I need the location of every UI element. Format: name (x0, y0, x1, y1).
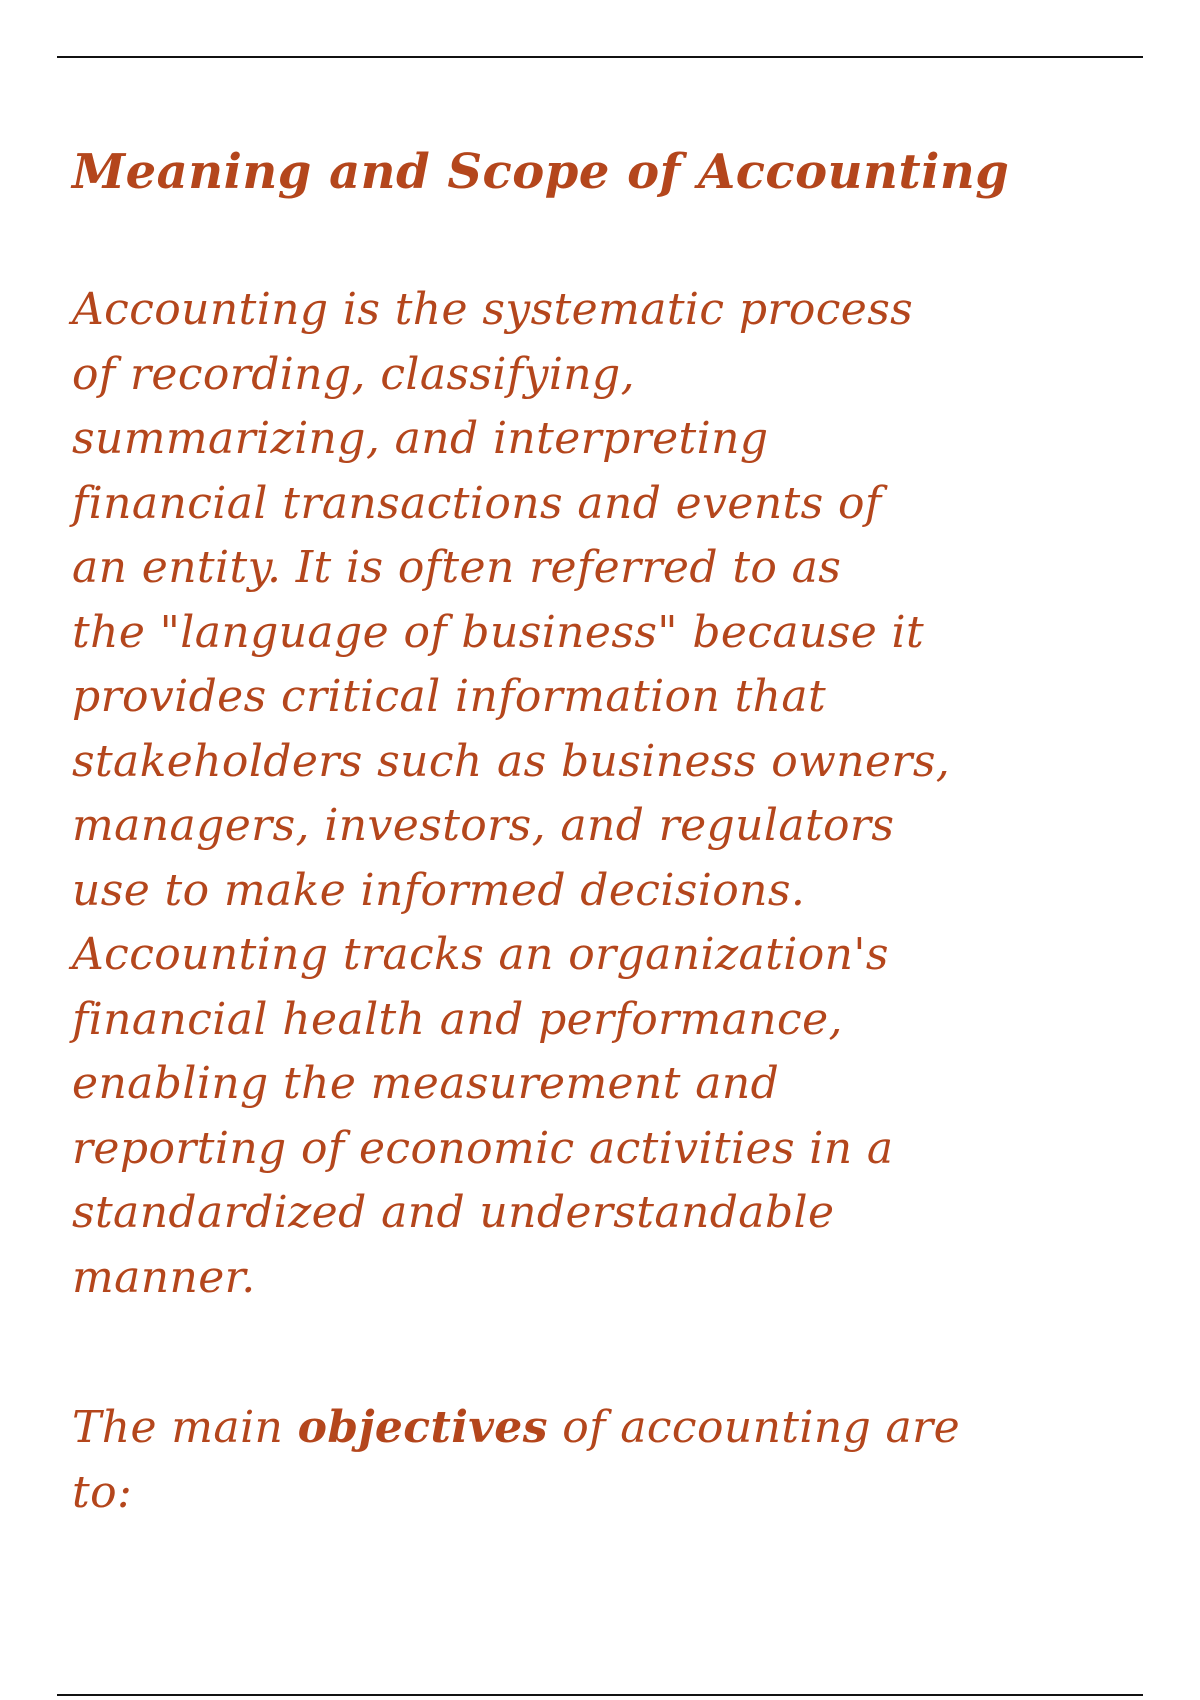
bottom-rule (57, 1694, 1143, 1696)
paragraph-line: financial transactions and events of (72, 477, 882, 529)
paragraph-line: manner. (72, 1251, 256, 1303)
objectives-emphasis: objectives (297, 1402, 548, 1453)
paragraph-line: financial health and performance, (72, 993, 843, 1045)
paragraph-line: standardized and understandable (72, 1187, 835, 1238)
body-paragraph (72, 278, 950, 1310)
paragraph-line: reporting of economic activities in a (72, 1122, 894, 1174)
objectives-intro (72, 1396, 960, 1525)
objectives-prefix: The main (72, 1402, 298, 1453)
paragraph-line: an entity. It is often referred to as (72, 542, 842, 593)
paragraph-line: of recording, classifying, (72, 348, 635, 400)
paragraph-line: enabling the measurement and (72, 1058, 780, 1109)
top-rule (57, 56, 1143, 58)
paragraph-line: Accounting tracks an organization's (72, 929, 889, 980)
paragraph-line: provides critical information that (72, 671, 827, 722)
paragraph-line: Accounting is the systematic process (72, 284, 914, 335)
objectives-suffix: of accounting are (547, 1402, 961, 1453)
page-heading: Meaning and Scope of Accounting (72, 144, 1010, 200)
paragraph-line: use to make informed decisions. (72, 864, 806, 916)
paragraph-line: managers, investors, and regulators (72, 800, 895, 851)
objectives-continuation: to: (72, 1466, 133, 1518)
paragraph-line: summarizing, and interpreting (72, 413, 769, 464)
paragraph-line: stakeholders such as business owners, (72, 735, 951, 787)
paragraph-line: the "language of business" because it (72, 606, 925, 658)
objectives-line (72, 1396, 960, 1461)
